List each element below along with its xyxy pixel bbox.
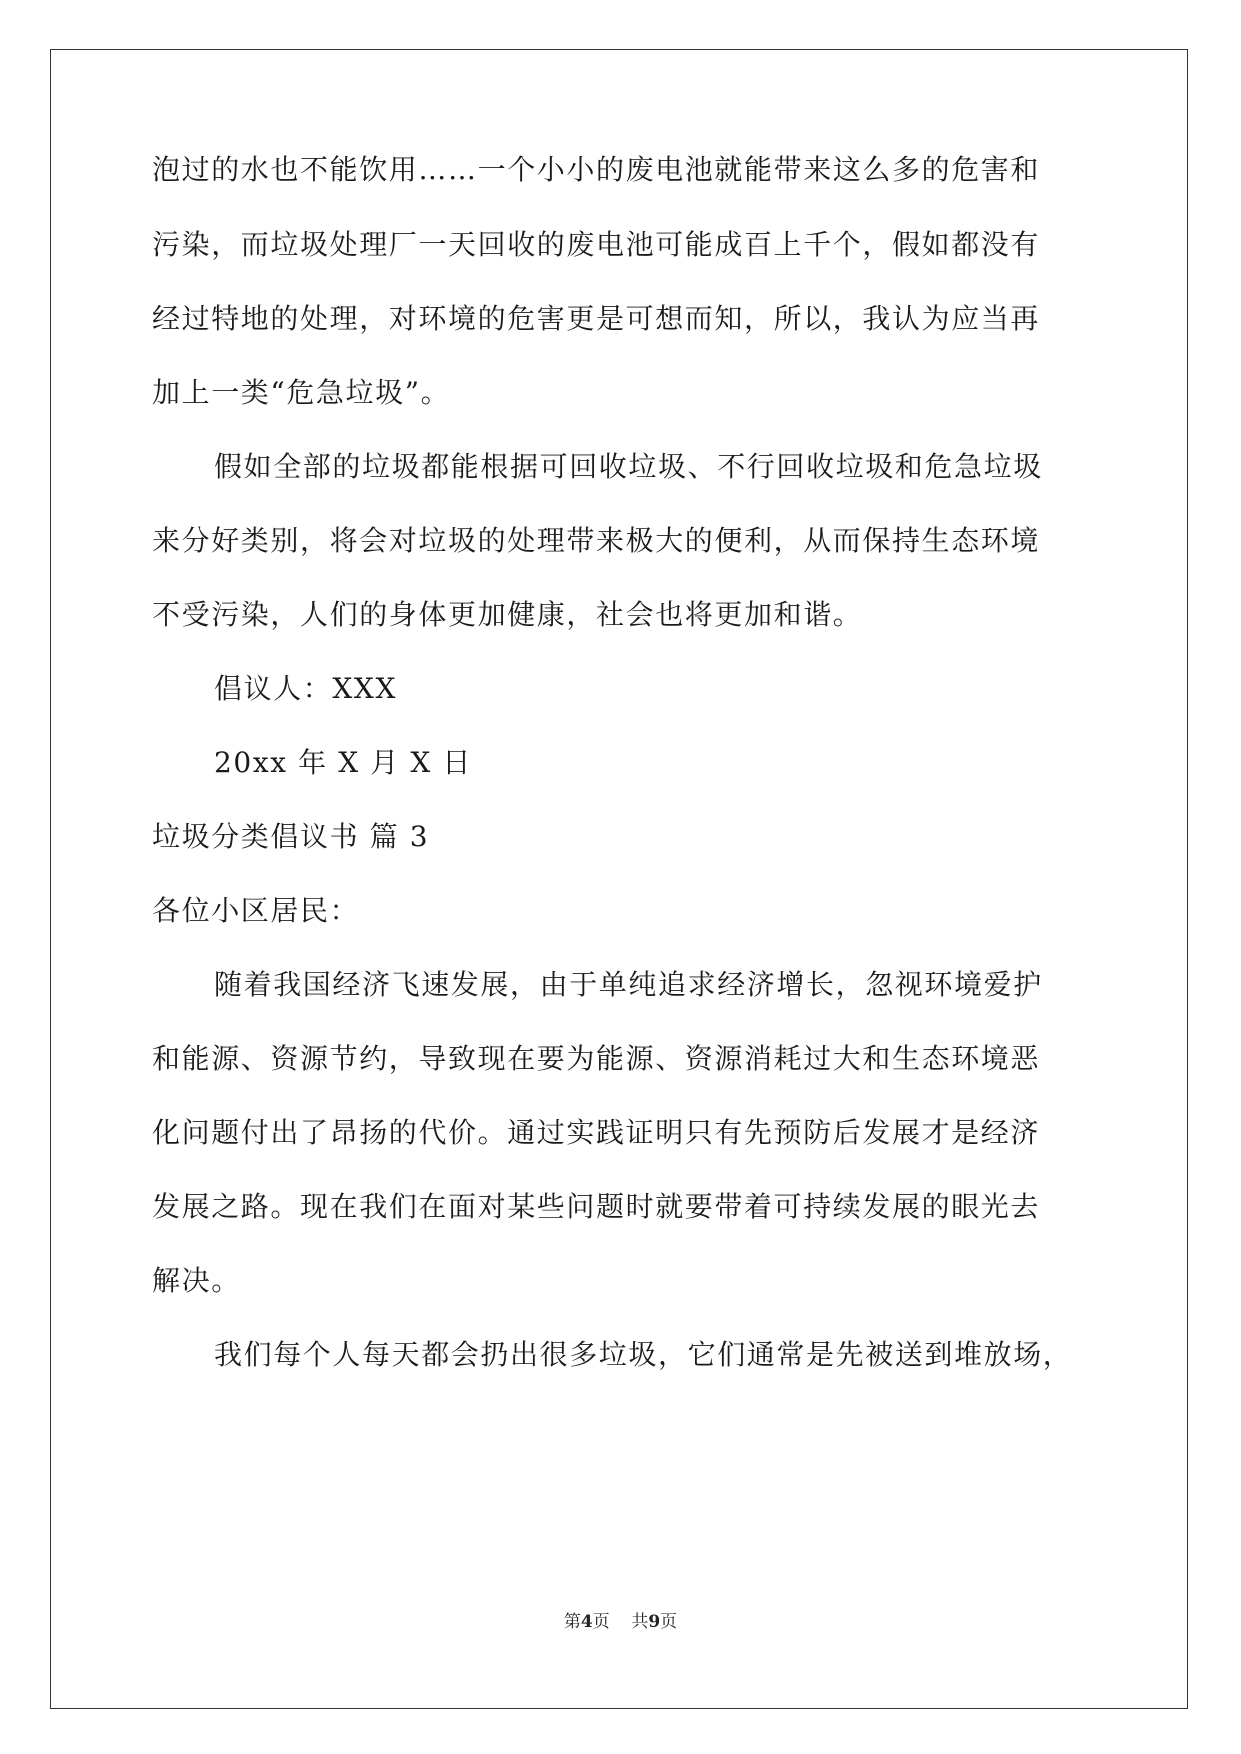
page-total: 9 [648, 1612, 661, 1632]
page-number: 4 [580, 1612, 593, 1632]
text-line: 解决。 [152, 1264, 241, 1297]
text-line: 和能源、资源节约，导致现在要为能源、资源消耗过大和生态环境恶 [152, 1042, 1041, 1075]
page-suffix: 页 [592, 1612, 610, 1632]
text-line: 化问题付出了昂扬的代价。通过实践证明只有先预防后发展才是经济 [152, 1116, 1041, 1149]
paragraph-first-line: 假如全部的垃圾都能根据可回收垃圾、不行回收垃圾和危急垃圾 [214, 450, 1043, 483]
text-line: 经过特地的处理，对环境的危害更是可想而知，所以，我认为应当再 [152, 302, 1041, 335]
text-line: 发展之路。现在我们在面对某些问题时就要带着可持续发展的眼光去 [152, 1190, 1041, 1223]
paragraph-first-line: 随着我国经济飞速发展，由于单纯追求经济增长，忽视环境爱护 [214, 968, 1043, 1001]
page-footer [0, 1611, 1241, 1633]
paragraph-first-line: 我们每个人每天都会扔出很多垃圾，它们通常是先被送到堆放场， [214, 1338, 1073, 1371]
date-line: 20xx 年 X 月 X 日 [214, 746, 472, 779]
text-line: 加上一类“危急垃圾”。 [152, 376, 451, 409]
page-prefix: 第 [563, 1612, 581, 1632]
text-line: 不受污染，人们的身体更加健康，社会也将更加和谐。 [152, 598, 863, 631]
total-suffix: 页 [660, 1612, 678, 1632]
text-line: 污染，而垃圾处理厂一天回收的废电池可能成百上千个，假如都没有 [152, 228, 1041, 261]
salutation: 各位小区居民： [152, 894, 360, 927]
text-line: 泡过的水也不能饮用……一个小小的废电池就能带来这么多的危害和 [152, 153, 1041, 186]
text-line: 来分好类别，将会对垃圾的处理带来极大的便利，从而保持生态环境 [152, 524, 1041, 557]
section-heading: 垃圾分类倡议书 篇 3 [152, 820, 430, 853]
proposer-line: 倡议人：XXX [214, 672, 398, 705]
page-border [50, 49, 1188, 1709]
total-prefix: 共 [631, 1612, 649, 1632]
